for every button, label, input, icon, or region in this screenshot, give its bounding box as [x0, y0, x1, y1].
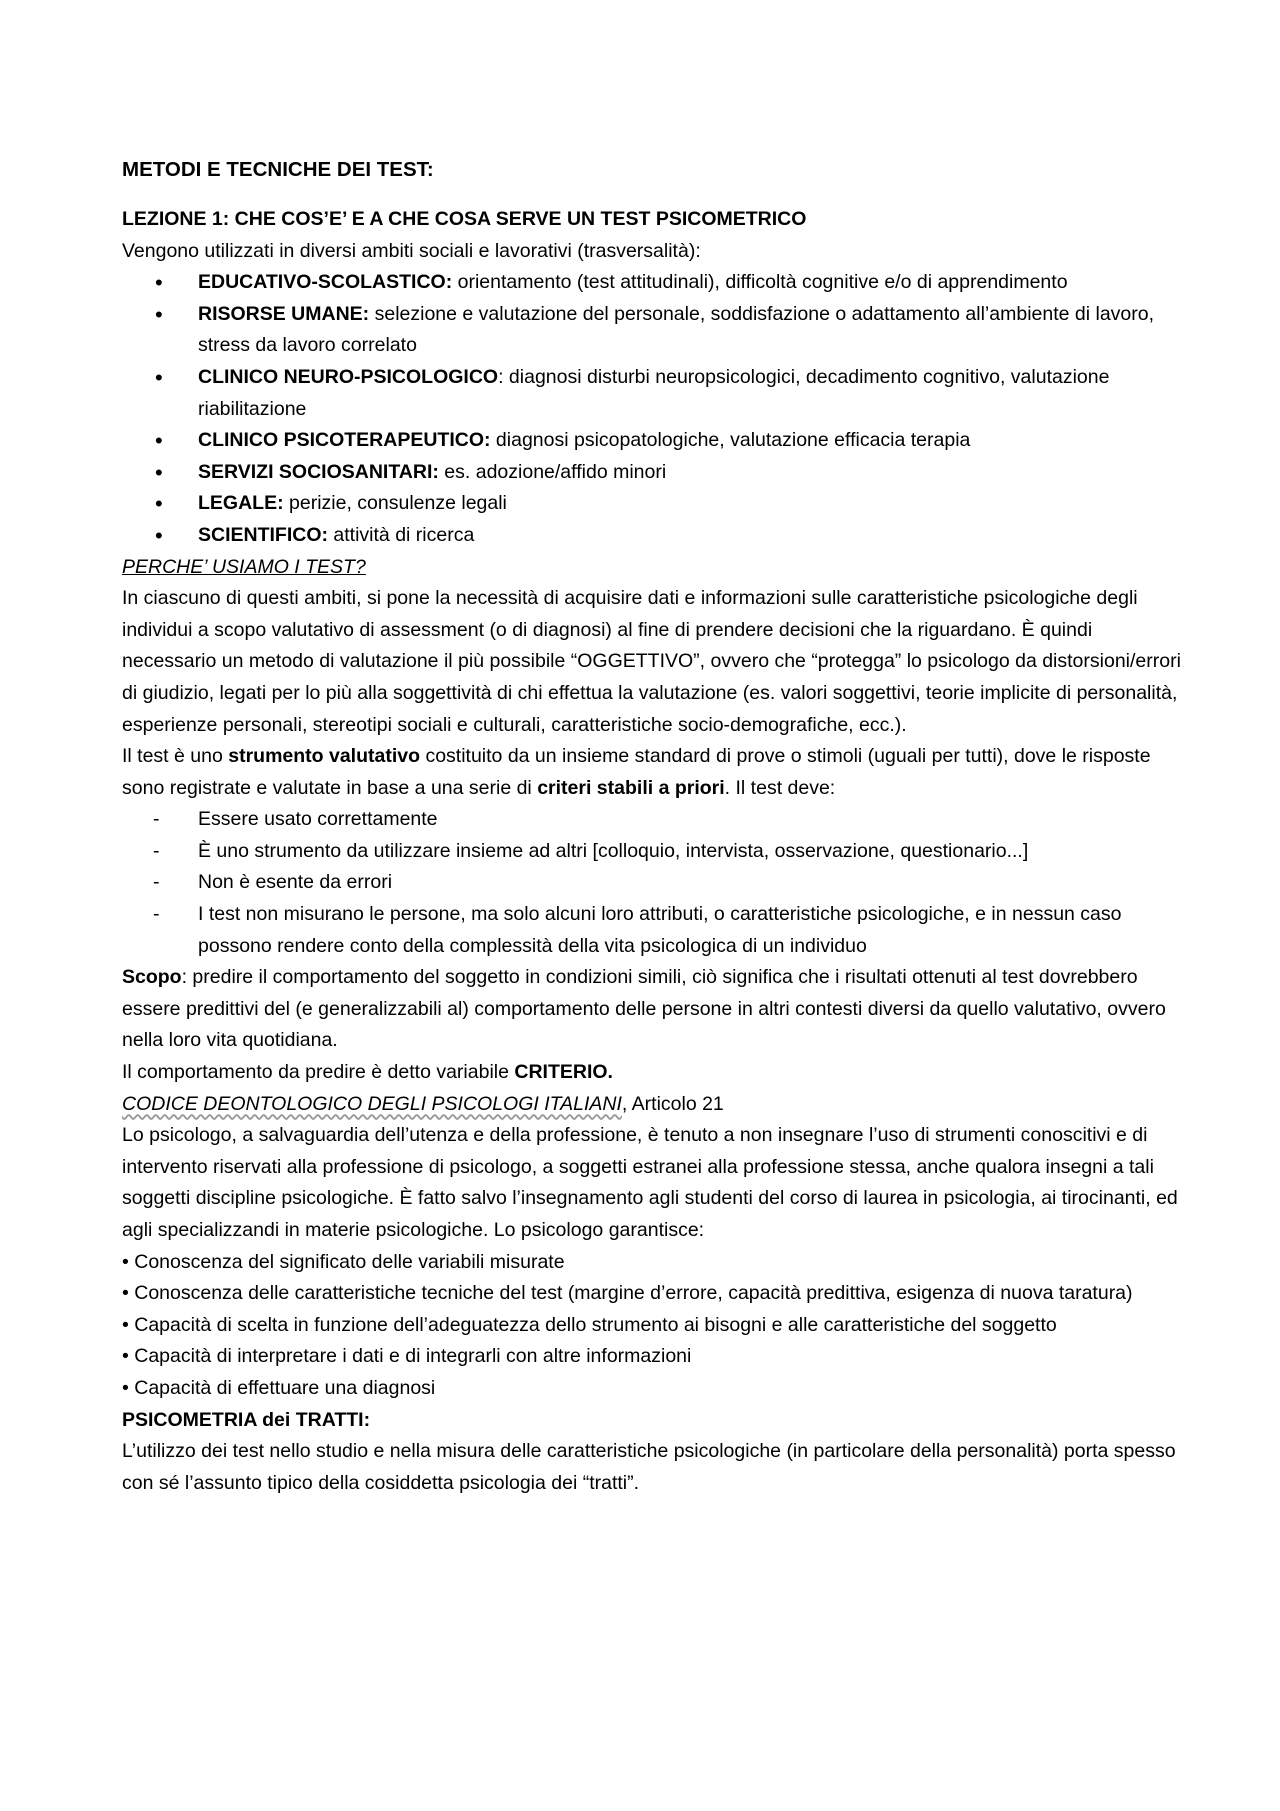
- requisito-item: - È uno strumento da utilizzare insieme ad altri [colloquio, intervista, osservazione, questionario...]: [198, 836, 1182, 868]
- ambito-label: CLINICO NEURO-PSICOLOGICO: [198, 365, 499, 388]
- ambito-label: SERVIZI SOCIOSANITARI:: [198, 460, 439, 483]
- requisito-item: - Non è esente da errori: [198, 867, 1182, 899]
- criterio-bold: CRITERIO.: [514, 1061, 613, 1084]
- intro-paragraph: Vengono utilizzati in diversi ambiti sociali e lavorativi (trasversalità):: [122, 239, 701, 262]
- scopo-text: : predire il comportamento del soggetto in condizioni simili, ciò significa che i risultati ottenuti al test dovrebbero essere predittivi del (e generalizzabili al) comportamento delle persone in altri contesti diversi da quello valutativo, ovvero nella loro vita quotidiana.: [122, 966, 1166, 1052]
- ambito-item: [198, 267, 1182, 299]
- ambito-label: RISORSE UMANE:: [198, 302, 370, 325]
- ambito-text: es. adozione/affido minori: [438, 460, 667, 483]
- test-def-part1: Il test è uno: [122, 745, 229, 768]
- garanzia-item: • Capacità di interpretare i dati e di integrarli con altre informazioni: [122, 1345, 692, 1368]
- ambito-item: [198, 425, 1182, 457]
- test-def-part3: . Il test deve:: [724, 776, 836, 799]
- ambito-label: LEGALE:: [198, 492, 284, 515]
- tratti-heading-text: PSICOMETRIA dei TRATTI:: [122, 1408, 371, 1431]
- tratti-paragraph: L’utilizzo dei test nello studio e nella misura delle caratteristiche psicologiche (in particolare della personalità) porta spesso con sé l’assunto tipico della cosiddetta psicologia dei “tratti”.: [122, 1440, 1176, 1494]
- scopo-label: Scopo: [122, 966, 182, 989]
- ambito-item: [198, 362, 1182, 425]
- ambito-label: CLINICO PSICOTERAPEUTICO:: [198, 429, 491, 452]
- document-body: [122, 155, 1182, 1499]
- ambito-text: orientamento (test attitudinali), difficoltà cognitive e/o di apprendimento: [452, 271, 1068, 294]
- garanzia-item: • Capacità di effettuare una diagnosi: [122, 1376, 436, 1399]
- tratti-heading: [122, 1405, 1182, 1437]
- perche-heading-text: PERCHE’ USIAMO I TEST?: [122, 555, 366, 578]
- ambito-label: SCIENTIFICO:: [198, 523, 328, 546]
- requisiti-list: [122, 804, 1182, 962]
- garanzia-item: • Conoscenza delle caratteristiche tecniche del test (margine d’errore, capacità predittiva, esigenza di nuova taratura): [122, 1282, 1133, 1305]
- ambito-item: [198, 488, 1182, 520]
- codice-heading: [122, 1089, 1182, 1121]
- codice-heading-text: CODICE DEONTOLOGICO DEGLI PSICOLOGI ITALIANI: [122, 1092, 622, 1115]
- ambito-text: attività di ricerca: [328, 523, 475, 546]
- ambito-item: [198, 299, 1182, 362]
- ambito-item: [198, 520, 1182, 552]
- scopo-paragraph: [122, 962, 1182, 1057]
- codice-heading-suffix: , Articolo 21: [621, 1092, 724, 1115]
- lesson-title: LEZIONE 1: CHE COS’E’ E A CHE COSA SERVE UN TEST PSICOMETRICO: [122, 208, 807, 230]
- ambito-item: [198, 457, 1182, 489]
- criterio-text: Il comportamento da predire è detto variabile: [122, 1061, 515, 1084]
- garanzia-item: • Capacità di scelta in funzione dell’adeguatezza dello strumento ai bisogni e alle caratteristiche del soggetto: [122, 1313, 1057, 1336]
- requisito-item: - I test non misurano le persone, ma solo alcuni loro attributi, o caratteristiche psicologiche, e in nessun caso possono rendere conto della complessità della vita psicologica di un individuo: [198, 899, 1182, 962]
- ambito-text: perizie, consulenze legali: [283, 492, 507, 515]
- requisito-item: - Essere usato correttamente: [198, 804, 1182, 836]
- ambito-text: : diagnosi disturbi neuropsicologici, decadimento cognitivo, valutazione riabilitazione: [198, 365, 1110, 420]
- criterio-paragraph: [122, 1057, 1182, 1089]
- codice-paragraph: Lo psicologo, a salvaguardia dell’utenza e della professione, è tenuto a non insegnare l’uso di strumenti conoscitivi e di intervento riservati alla professione di psicologo, a soggetti estranei alla professione stessa, anche qualora insegni a tali soggetti discipline psicologiche. È fatto salvo l’insegnamento agli studenti del corso di laurea in psicologia, ai tirocinanti, ed agli specializzandi in materie psicologiche. Lo psicologo garantisce:: [122, 1124, 1178, 1241]
- ambiti-list: [122, 267, 1182, 551]
- perche-paragraph: In ciascuno di questi ambiti, si pone la necessità di acquisire dati e informazioni sulle caratteristiche psicologiche degli individui a scopo valutativo di assessment (o di diagnosi) al fine di prendere decisioni che la riguardano. È quindi necessario un metodo di valutazione il più possibile “OGGETTIVO”, ovvero che “protegga” lo psicologo da distorsioni/errori di giudizio, legati per lo più alla soggettività di chi effettua la valutazione (es. valori soggettivi, teorie implicite di personalità, esperienze personali, stereotipi sociali e culturali, caratteristiche socio-demografiche, ecc.).: [122, 587, 1181, 736]
- test-def-bold2: criteri stabili a priori: [537, 776, 725, 799]
- perche-heading: [122, 552, 1182, 584]
- garanzia-item: • Conoscenza del significato delle variabili misurate: [122, 1250, 565, 1273]
- test-def-part2: costituito da un insieme standard di prove o stimoli (uguali per tutti), dove le risposte sono registrate e valutate in base a una serie di: [122, 745, 1151, 799]
- ambito-text: selezione e valutazione del personale, soddisfazione o adattamento all’ambiente di lavoro, stress da lavoro correlato: [198, 302, 1155, 357]
- ambito-text: diagnosi psicopatologiche, valutazione efficacia terapia: [490, 429, 971, 452]
- ambito-label: EDUCATIVO-SCOLASTICO:: [198, 271, 453, 294]
- document-title: METODI E TECNICHE DEI TEST:: [122, 158, 434, 181]
- test-definition: [122, 741, 1182, 804]
- test-def-bold1: strumento valutativo: [228, 745, 421, 768]
